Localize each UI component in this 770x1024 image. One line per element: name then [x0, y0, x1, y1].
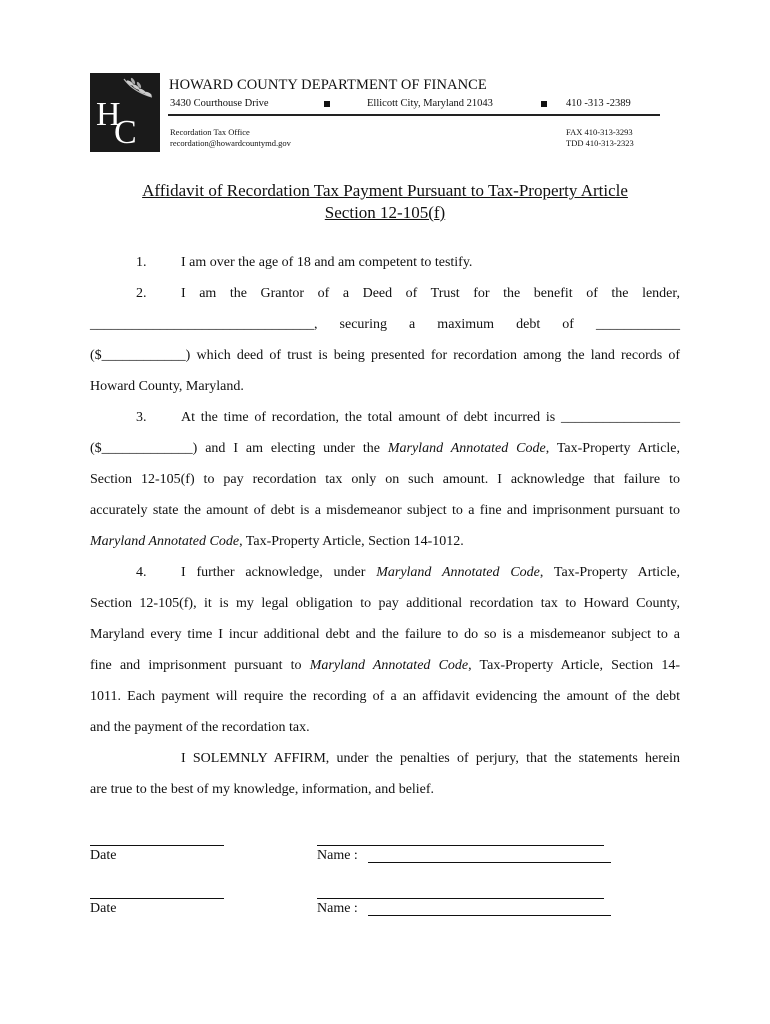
item-text: ($_____________) and I am electing under the Maryland Annotated Code, Tax-Property Article,	[90, 441, 681, 456]
department-name: HOWARD COUNTY DEPARTMENT OF FINANCE	[169, 77, 487, 93]
item-number: 4.	[136, 565, 147, 580]
svg-text:H: H	[96, 96, 121, 133]
signature-line[interactable]	[317, 898, 604, 899]
name-line[interactable]	[368, 862, 611, 863]
wheat-seal-icon	[90, 73, 160, 152]
county-logo	[90, 73, 160, 152]
street-address: 3430 Courthouse Drive	[170, 98, 269, 109]
item-text: Section 12-105(f) to pay recordation tax only on such amount. I acknowledge that failure to	[90, 472, 680, 487]
date-signature-line[interactable]	[90, 898, 224, 899]
signature-line[interactable]	[317, 845, 604, 846]
name-label: Name :	[317, 901, 358, 916]
date-signature-line[interactable]	[90, 845, 224, 846]
item-text: fine and imprisonment pursuant to Maryland Annotated Code, Tax-Property Article, Section 14-	[90, 658, 680, 673]
fax-number: FAX 410-313-3293	[566, 127, 633, 137]
name-line[interactable]	[368, 915, 611, 916]
item-text: and the payment of the recordation tax.	[90, 720, 310, 735]
item-text: I am the Grantor of a Deed of Trust for the benefit of the lender,	[181, 286, 680, 301]
item-text: accurately state the amount of debt is a misdemeanor subject to a fine and imprisonment pursuant to	[90, 503, 680, 518]
svg-text:C: C	[114, 114, 137, 151]
date-label: Date	[90, 848, 117, 863]
city-address: Ellicott City, Maryland 21043	[367, 98, 493, 109]
affirmation-text: are true to the best of my knowledge, information, and belief.	[90, 782, 435, 797]
item-text: Maryland every time I incur additional debt and the failure to do so is a misdemeanor subject to a	[90, 627, 680, 642]
item-text: I further acknowledge, under Maryland Annotated Code, Tax-Property Article,	[181, 565, 680, 580]
item-text: Maryland Annotated Code, Tax-Property Article, Section 14-1012.	[90, 534, 464, 549]
item-text: I am over the age of 18 and am competent to testify.	[181, 255, 473, 270]
item-number: 2.	[136, 286, 147, 301]
item-text: Howard County, Maryland.	[90, 379, 244, 394]
item-text: At the time of recordation, the total amount of debt incurred is _________________	[181, 410, 680, 425]
item-text: ($____________) which deed of trust is being presented for recordation among the land records of	[90, 348, 680, 363]
office-email: recordation@howardcountymd.gov	[170, 138, 291, 148]
bullet-icon	[324, 101, 330, 107]
name-label: Name :	[317, 848, 358, 863]
item-text: 1011. Each payment will require the recording of a an affidavit evidencing the amount of the debt	[90, 689, 680, 704]
date-label: Date	[90, 901, 117, 916]
document-subtitle: Section 12-105(f)	[324, 203, 446, 222]
tdd-number: TDD 410-313-2323	[566, 138, 634, 148]
item-text: ________________________________, securing a maximum debt of ____________	[90, 317, 680, 332]
affirmation-text: I SOLEMNLY AFFIRM, under the penalties of perjury, that the statements herein	[181, 751, 680, 766]
item-number: 3.	[136, 410, 147, 425]
bullet-icon	[541, 101, 547, 107]
item-text: Section 12-105(f), it is my legal obligation to pay additional recordation tax to Howard County,	[90, 596, 680, 611]
phone-number: 410 -313 -2389	[566, 98, 631, 109]
header-rule	[168, 114, 660, 116]
office-name: Recordation Tax Office	[170, 127, 250, 137]
document-title: Affidavit of Recordation Tax Payment Pursuant to Tax-Property Article	[142, 181, 628, 200]
item-number: 1.	[136, 255, 147, 270]
